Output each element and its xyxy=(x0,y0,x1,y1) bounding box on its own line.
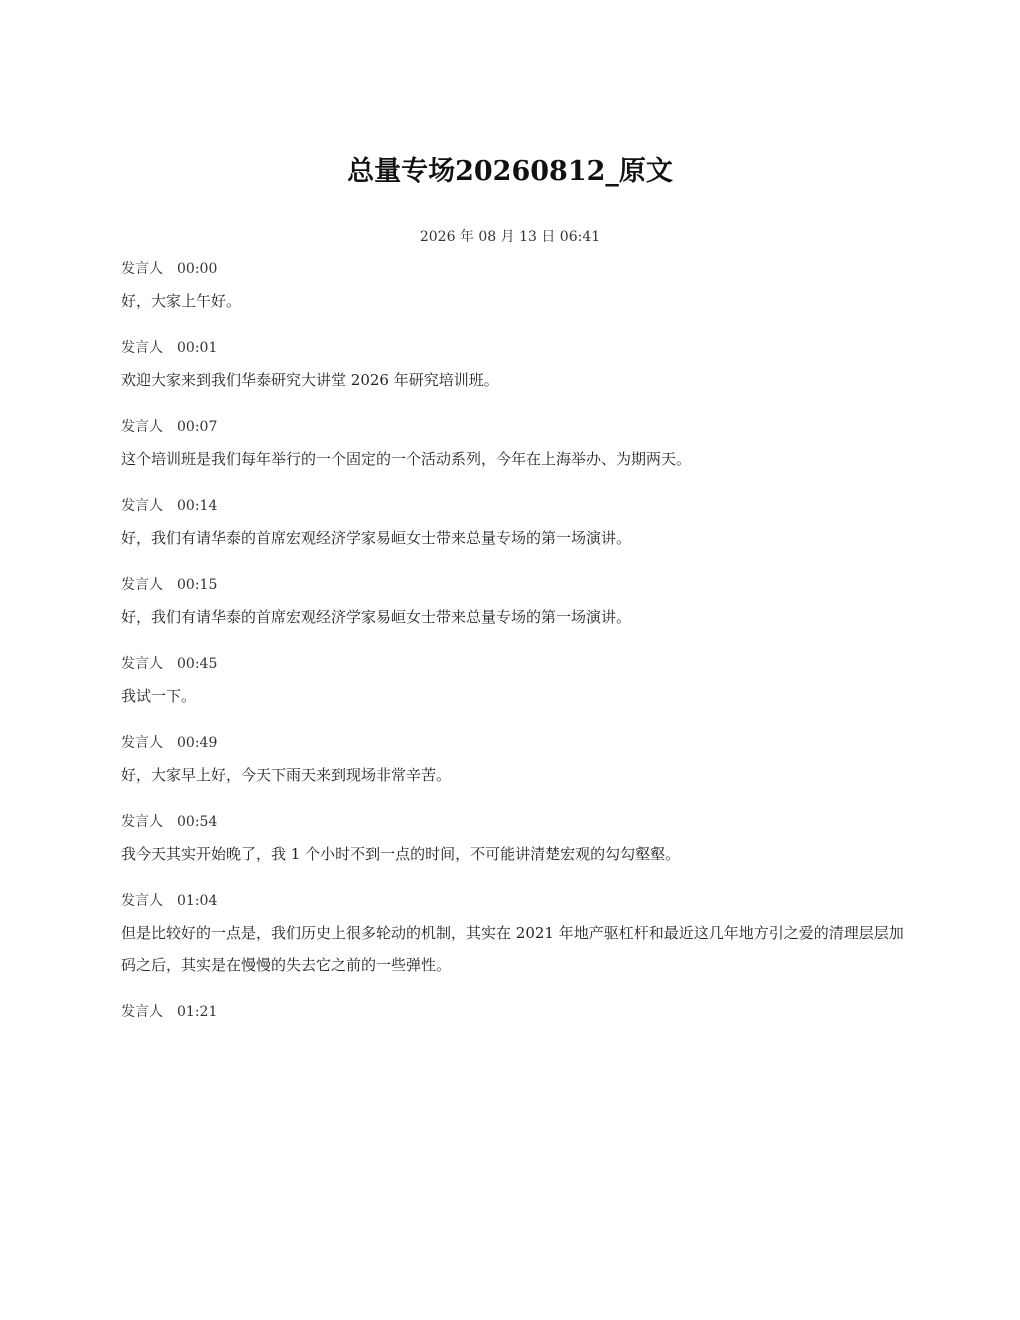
entry-header xyxy=(121,495,911,517)
entry-text: 好，大家上午好。 xyxy=(121,292,242,310)
transcript-entry xyxy=(121,811,911,870)
entry-header xyxy=(121,574,911,596)
timestamp: 00:45 xyxy=(177,656,218,672)
timestamp: 00:54 xyxy=(177,814,218,830)
speaker-label: 发言人 xyxy=(121,261,163,277)
transcript-entry xyxy=(121,495,911,554)
entry-header xyxy=(121,732,911,754)
timestamp: 00:14 xyxy=(177,498,218,514)
entry-header xyxy=(121,811,911,833)
speaker-label: 发言人 xyxy=(121,656,163,672)
entry-text: 欢迎大家来到我们华泰研究大讲堂 2026 年研究培训班。 xyxy=(121,371,499,389)
entry-text: 我今天其实开始晚了，我 1 个小时不到一点的时间，不可能讲清楚宏观的勾勾壑壑。 xyxy=(121,845,681,863)
speaker-label: 发言人 xyxy=(121,419,163,435)
entry-text: 好，大家早上好，今天下雨天来到现场非常辛苦。 xyxy=(121,766,452,784)
speaker-label: 发言人 xyxy=(121,1004,163,1020)
entry-header xyxy=(121,653,911,675)
entry-header xyxy=(121,416,911,438)
transcript-entry xyxy=(121,890,911,981)
speaker-label: 发言人 xyxy=(121,577,163,593)
entry-text: 但是比较好的一点是，我们历史上很多轮动的机制，其实在 2021 年地产驱杠杆和最近这几年地方引之爱的清理层层加码之后，其实是在慢慢的失去它之前的一些弹性。 xyxy=(121,924,904,974)
timestamp: 01:21 xyxy=(177,1004,218,1020)
entry-header xyxy=(121,337,911,359)
timestamp: 00:01 xyxy=(177,340,218,356)
entry-header xyxy=(121,258,911,280)
transcript-entry xyxy=(121,653,911,712)
speaker-label: 发言人 xyxy=(121,498,163,514)
transcript xyxy=(121,258,911,1043)
entry-text: 好，我们有请华泰的首席宏观经济学家易峘女士带来总量专场的第一场演讲。 xyxy=(121,529,632,547)
speaker-label: 发言人 xyxy=(121,735,163,751)
timestamp: 00:49 xyxy=(177,735,218,751)
transcript-entry xyxy=(121,258,911,317)
entry-header xyxy=(121,1001,911,1023)
timestamp: 00:15 xyxy=(177,577,218,593)
transcript-entry xyxy=(121,416,911,475)
speaker-label: 发言人 xyxy=(121,893,163,909)
timestamp: 00:00 xyxy=(177,261,218,277)
timestamp: 01:04 xyxy=(177,893,218,909)
transcript-entry xyxy=(121,732,911,791)
document-date: 2026 年 08 月 13 日 06:41 xyxy=(419,229,601,245)
speaker-label: 发言人 xyxy=(121,340,163,356)
timestamp: 00:07 xyxy=(177,419,218,435)
transcript-entry xyxy=(121,337,911,396)
entry-text: 这个培训班是我们每年举行的一个固定的一个活动系列，今年在上海举办、为期两天。 xyxy=(121,450,692,468)
transcript-entry xyxy=(121,574,911,633)
speaker-label: 发言人 xyxy=(121,814,163,830)
transcript-entry xyxy=(121,1001,911,1023)
document-title: 总量专场20260812_原文 xyxy=(347,156,673,187)
entry-header xyxy=(121,890,911,912)
entry-text: 好，我们有请华泰的首席宏观经济学家易峘女士带来总量专场的第一场演讲。 xyxy=(121,608,632,626)
entry-text: 我试一下。 xyxy=(121,687,197,705)
